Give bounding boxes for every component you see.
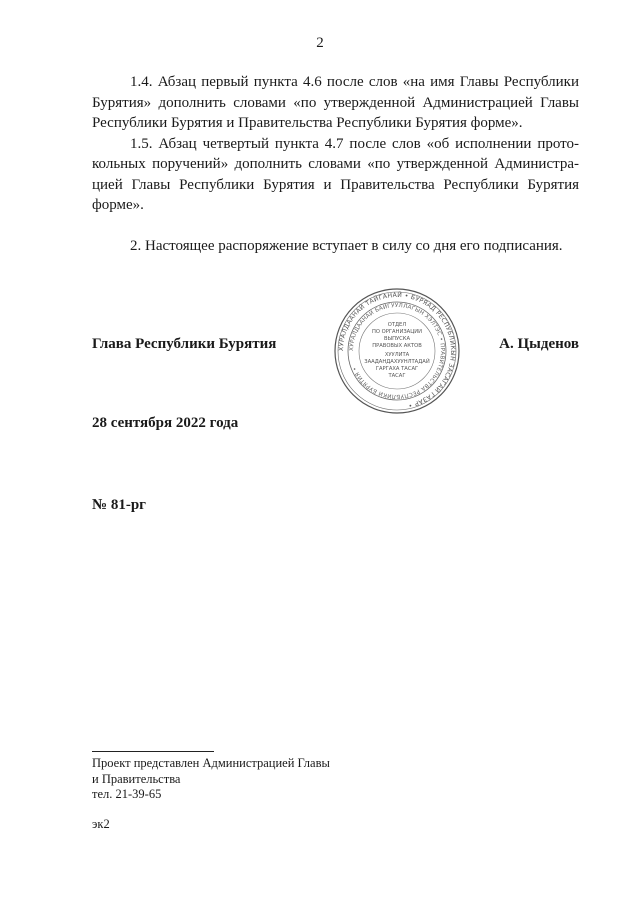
seal-line-2: ПО ОРГАНИЗАЦИИ xyxy=(371,329,423,335)
svg-text:ХУРАЛДААНАЙ ТАЙГАНАЙ • БУРЯАД: ХУРАЛДААНАЙ ТАЙГАНАЙ • БУРЯАД РЕСПУБЛИКЫН ЗАСАГАЙ ГАЗАР • xyxy=(337,291,457,409)
seal-line-6: ЗААДАНДАХУУНЛТАДАЙ xyxy=(364,359,430,365)
seal-line-8: ТАСАГ xyxy=(388,373,406,379)
seal-line-7: ГАРГАХА ТАСАГ xyxy=(375,366,419,372)
document-body xyxy=(92,72,579,256)
svg-text:ХУРАЛДААНАЙ БАЙГУУЛЛАГЫН ХЭЛТЭ: ХУРАЛДААНАЙ БАЙГУУЛЛАГЫН ХЭЛТЭС • ПРАВИТЕЛЬСТВА РЕСПУБЛИКИ БУРЯТИЯ • xyxy=(348,302,446,400)
footnote-line-2: и Правительства xyxy=(92,771,181,786)
seal-line-1: ОТДЕЛ xyxy=(387,322,407,328)
footnote-line-3: тел. 21-39-65 xyxy=(92,787,162,801)
paragraph-1-5: 1.5. Абзац четвертый пункта 4.7 после слов «об исполнении прото-кольных поручений» дополнить словами «по утвержденной Администра-цией Главы Республики Бурятия и Правительства Республики Бурятия форме». xyxy=(92,135,579,213)
document-number: № 81-рг xyxy=(92,497,146,513)
seal-line-3: ВЫПУСКА xyxy=(383,336,411,342)
footnote-divider xyxy=(92,751,214,752)
seal-line-5: ХУУЛИТА xyxy=(384,352,410,358)
footnote xyxy=(92,756,330,803)
page-number: 2 xyxy=(316,35,324,51)
official-seal-stamp xyxy=(332,286,462,416)
document-date: 28 сентября 2022 года xyxy=(92,415,239,431)
footnote-line-1: Проект представлен Администрацией Главы xyxy=(92,756,330,770)
signatory-title: Глава Республики Бурятия xyxy=(92,336,277,352)
executor-code: эк2 xyxy=(92,817,110,831)
signatory-name: А. Цыденов xyxy=(499,336,579,352)
paragraph-2: 2. Настоящее распоряжение вступает в силу со дня его подписания. xyxy=(130,237,563,254)
paragraph-1-4: 1.4. Абзац первый пункта 4.6 после слов «на имя Главы Республики Бурятия» дополнить словами «по утвержденной Администрацией Главы Республики Бурятия и Правительства Республики Бурятия форме». xyxy=(92,74,579,131)
seal-line-4: ПРАВОВЫХ АКТОВ xyxy=(372,343,422,349)
